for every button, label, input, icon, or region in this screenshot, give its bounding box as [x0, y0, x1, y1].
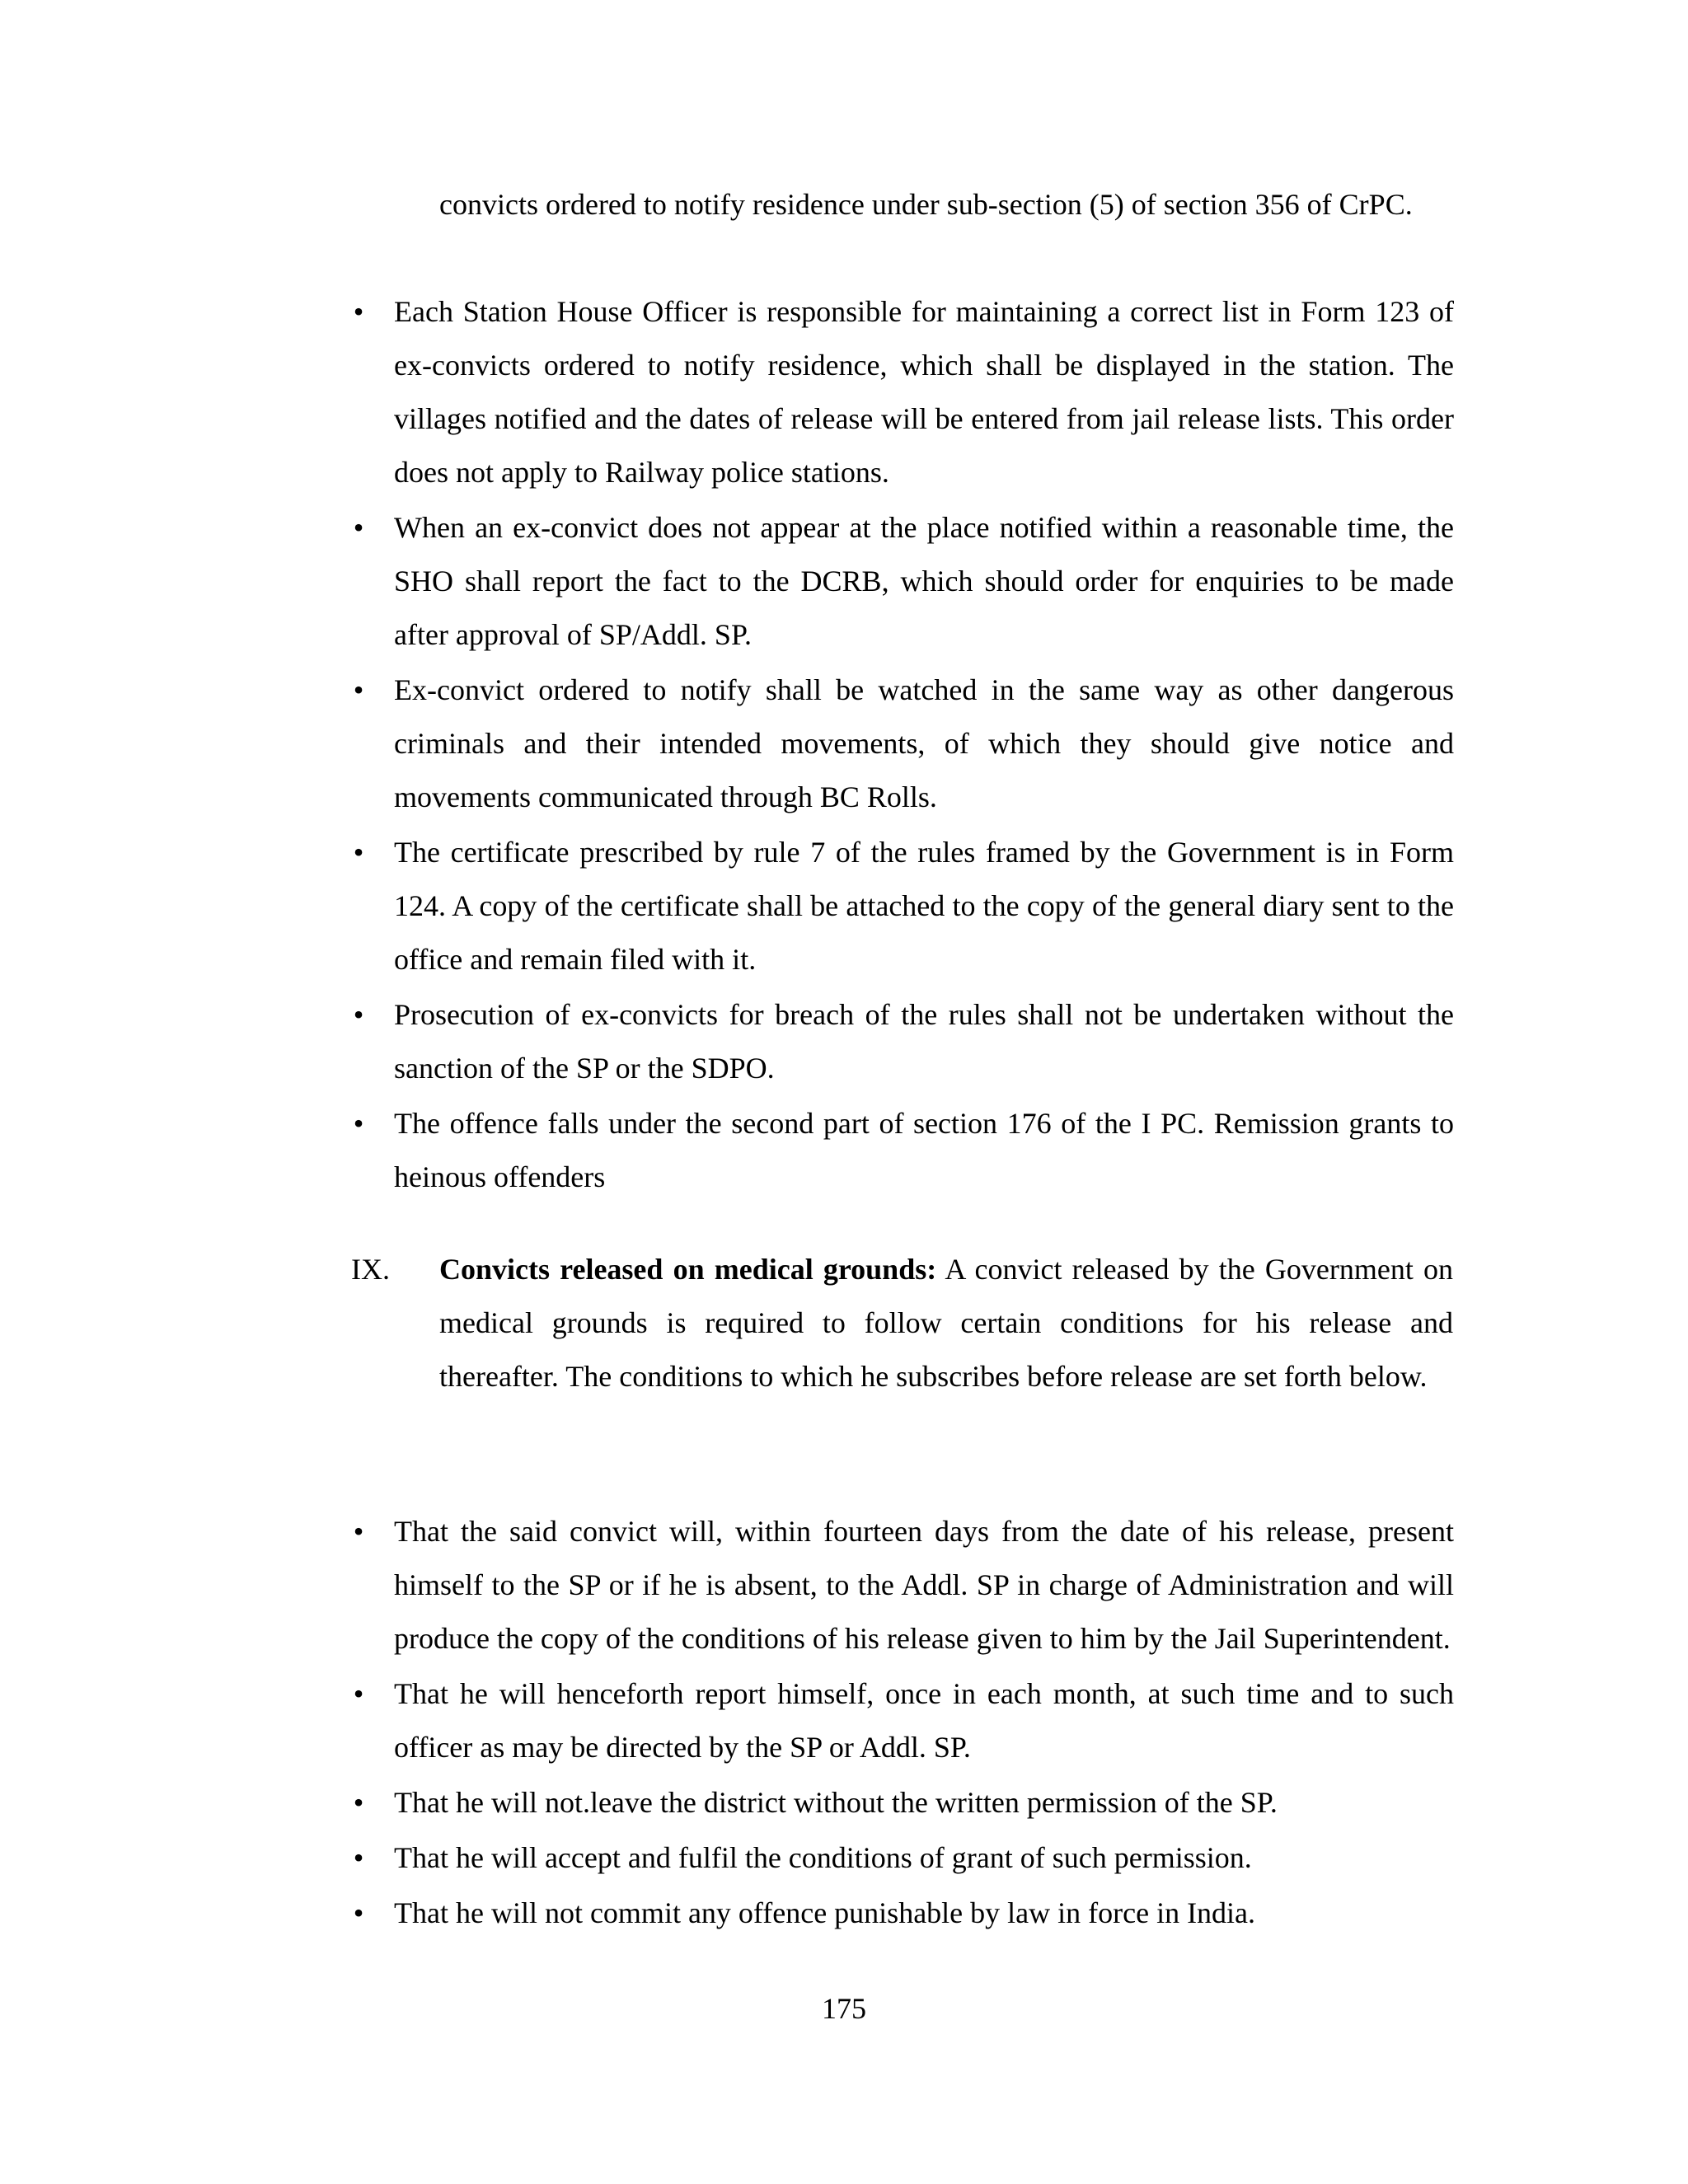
bullet-list-ex-convicts: [353, 285, 1454, 1206]
section-numeral: IX.: [351, 1253, 390, 1286]
list-item-text: The certificate prescribed by rule 7 of the rules framed by the Government is in Form 124. A copy of the certificate shall be attached to the copy of the general diary sent to the office and remain filed with it.: [394, 836, 1454, 976]
list-item-text: That he will not.leave the district without the written permission of the SP.: [394, 1786, 1278, 1819]
list-item-text: Prosecution of ex-convicts for breach of the rules shall not be undertaken without the sanction of the SP or the SDPO.: [394, 998, 1454, 1085]
list-item-text: When an ex-convict does not appear at the place notified within a reasonable time, the SHO shall report the fact to the DCRB, which should order for enquiries to be made after approval of SP/Addl. SP.: [394, 511, 1454, 651]
bullet-icon: •: [353, 1677, 364, 1710]
list-item-text: That he will not commit any offence punishable by law in force in India.: [394, 1896, 1256, 1929]
list-item-text: That the said convict will, within fourteen days from the date of his release, present himself to the SP or if he is absent, to the Addl. SP in charge of Administration and will produce the copy of the conditions of his release given to him by the Jail Superintendent.: [394, 1515, 1454, 1655]
list-item: [353, 663, 1454, 824]
bullet-icon: •: [353, 511, 364, 544]
list-item: [353, 826, 1454, 987]
continuation-paragraph: convicts ordered to notify residence under sub-section (5) of section 356 of CrPC.: [439, 188, 1413, 221]
bullet-icon: •: [353, 1896, 364, 1929]
list-item: [353, 1667, 1454, 1774]
bullet-icon: •: [353, 1786, 364, 1819]
list-item: [353, 1505, 1454, 1666]
section-body: A convict released by the Government on medical grounds is required to follow certain conditions for his release and thereafter. The conditions to which he subscribes before release are set forth below.: [439, 1253, 1453, 1393]
section-heading: Convicts released on medical grounds:: [439, 1253, 937, 1286]
list-item: [353, 988, 1454, 1095]
list-item-text: That he will henceforth report himself, once in each month, at such time and to such officer as may be directed by the SP or Addl. SP.: [394, 1677, 1454, 1764]
bullet-icon: •: [353, 1841, 364, 1874]
list-item: [353, 1886, 1454, 1940]
list-item-text: The offence falls under the second part of section 176 of the I PC. Remission grants to heinous offenders: [394, 1107, 1454, 1193]
list-item: [353, 501, 1454, 662]
list-item-text: That he will accept and fulfil the conditions of grant of such permission.: [394, 1841, 1252, 1874]
section-ix-paragraph: [351, 1243, 1453, 1404]
page-number: 175: [822, 1992, 866, 2025]
bullet-icon: •: [353, 998, 364, 1031]
list-item-text: Ex-convict ordered to notify shall be watched in the same way as other dangerous criminals and their intended movements, of which they should give notice and movements communicated through BC Rolls.: [394, 673, 1454, 813]
bullet-list-medical-conditions: [353, 1505, 1454, 1942]
list-item: [353, 1097, 1454, 1204]
bullet-icon: •: [353, 1515, 364, 1548]
list-item: [353, 1776, 1454, 1830]
list-item: [353, 285, 1454, 499]
bullet-icon: •: [353, 295, 364, 328]
list-item-text: Each Station House Officer is responsible for maintaining a correct list in Form 123 of ex-convicts ordered to notify residence, which shall be displayed in the station. The villages notified and the dates of release will be entered from jail release lists. This order does not apply to Railway police stations.: [394, 295, 1454, 489]
bullet-icon: •: [353, 673, 364, 706]
list-item: [353, 1831, 1454, 1885]
bullet-icon: •: [353, 1107, 364, 1140]
bullet-icon: •: [353, 836, 364, 869]
